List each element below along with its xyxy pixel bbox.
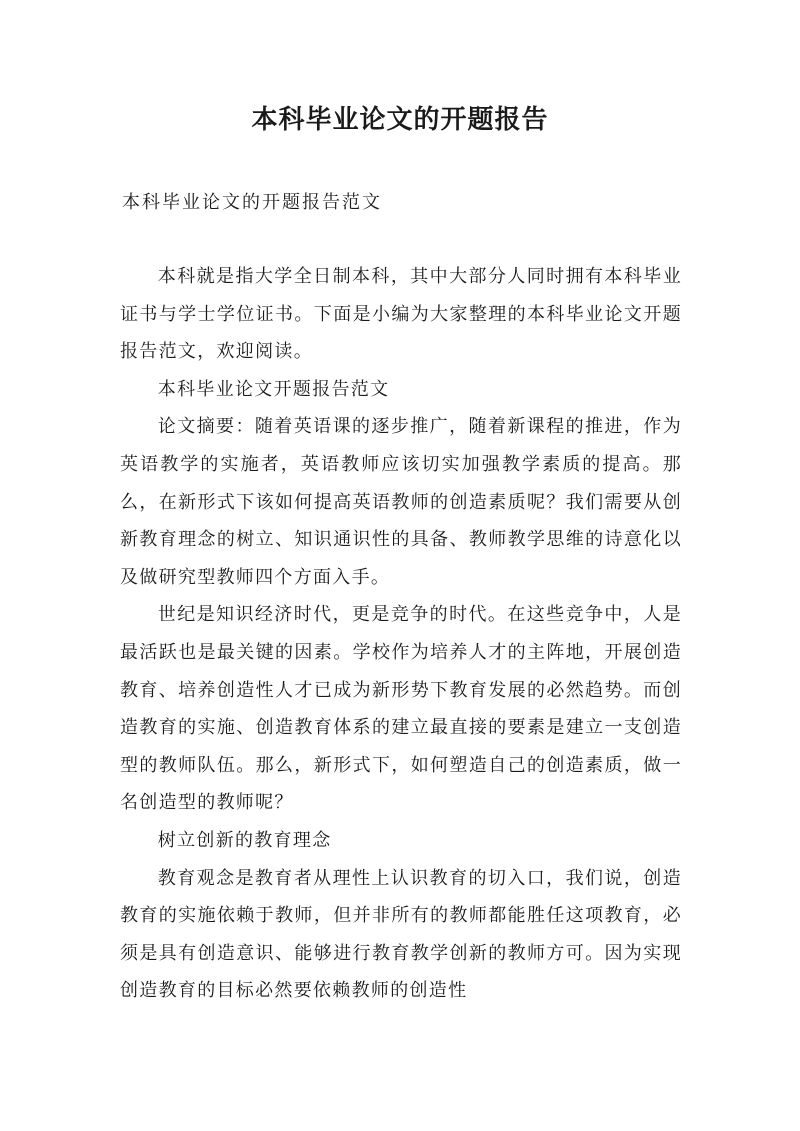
paragraph-concept: 教育观念是教育者从理性上认识教育的切入口，我们说，创造教育的实施依赖于教师，但并非所有的教师都能胜任这项教育，必须是具有创造意识、能够进行教育教学创新的教师方可。因为实现创造教育的目标必然要依赖教师的创造性 [120, 867, 682, 1002]
paragraph-era: 世纪是知识经济时代，更是竞争的时代。在这些竞争中，人是最活跃也是最关键的因素。学校作为培养人才的主阵地，开展创造教育、培养创造性人才已成为新形势下教育发展的必然趋势。而创造教育的实施、创造教育体系的建立最直接的要素是建立一支创造型的教师队伍。那么，新形式下，如何塑造自己的创造素质，做一名创造型的教师呢？ [120, 604, 682, 814]
section-heading-concept: 树立创新的教育理念 [157, 829, 332, 851]
document-body [120, 258, 682, 1010]
paragraph-intro: 本科就是指大学全日制本科，其中大部分人同时拥有本科毕业证书与学士学位证书。下面是小编为大家整理的本科毕业论文开题报告范文，欢迎阅读。 [120, 266, 682, 363]
paragraph-abstract: 论文摘要：随着英语课的逐步推广，随着新课程的推进，作为英语教学的实施者，英语教师应该切实加强教学素质的提高。那么，在新形式下该如何提高英语教师的创造素质呢？我们需要从创新教育理念的树立、知识通识性的具备、教师教学思维的诗意化以及做研究型教师四个方面入手。 [120, 416, 682, 588]
document-title: 本科毕业论文的开题报告 [251, 105, 549, 135]
section-heading-sample: 本科毕业论文开题报告范文 [157, 378, 390, 400]
document-subtitle: 本科毕业论文的开题报告范文 [122, 192, 382, 213]
